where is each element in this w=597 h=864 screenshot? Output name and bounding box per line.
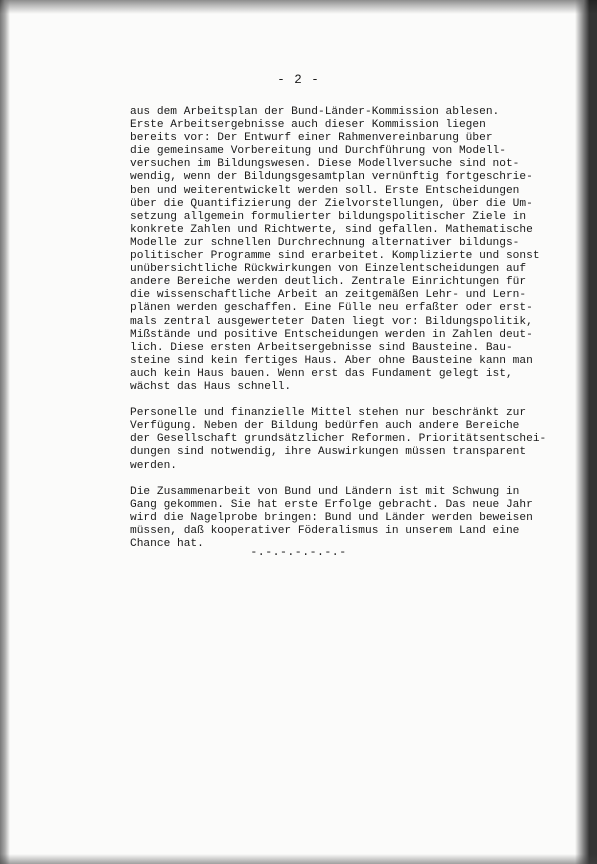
text-line: politischer Programme sind erarbeitet. Komplizierte und sonst [130, 250, 540, 263]
text-line: die gemeinsame Vorbereitung und Durchführung von Modell- [130, 145, 506, 158]
text-line: der Gesellschaft grundsätzlicher Reformen. Prioritätsentschei- [130, 433, 547, 446]
text-line: die wissenschaftliche Arbeit an zeitgemäßen Lehr- und Lern- [130, 289, 527, 302]
text-line: Mißstände und positive Entscheidungen werden in Zahlen deut- [130, 328, 533, 341]
text-line: werden. [130, 459, 177, 472]
text-line: wächst das Haus schnell. [130, 380, 292, 393]
text-line: ben und weiterentwickelt werden soll. Erste Entscheidungen [130, 184, 520, 197]
paragraph [130, 486, 540, 551]
text-line: Verfügung. Neben der Bildung bedürfen auch andere Bereiche [130, 420, 520, 433]
text-line: unübersichtliche Rückwirkungen von Einzelentscheidungen auf [130, 263, 527, 276]
text-line: plänen werden geschaffen. Eine Fülle neu erfaßter oder erst- [130, 302, 533, 315]
paragraph [130, 407, 547, 472]
scan-edge-right [575, 0, 597, 864]
text-line: über die Quantifizierung der Zielvorstellungen, über die Um- [130, 197, 533, 210]
text-line: versuchen im Bildungswesen. Diese Modellversuche sind not- [130, 158, 520, 171]
paragraph [130, 106, 540, 394]
text-line: Die Zusammenarbeit von Bund und Ländern ist mit Schwung in [130, 485, 520, 498]
text-line: mals zentral ausgewerteter Daten liegt vor: Bildungspolitik, [130, 315, 533, 328]
scan-edge-bottom [0, 854, 597, 864]
text-line: wendig, wenn der Bildungsgesamtplan vernünftig fortgeschrie- [130, 171, 533, 184]
text-line: Erste Arbeitsergebnisse auch dieser Kommission liegen [130, 119, 486, 132]
text-line: Gang gekommen. Sie hat erste Erfolge gebracht. Das neue Jahr [130, 498, 533, 511]
body-text [130, 106, 547, 564]
scan-edge-left [0, 0, 10, 864]
page-number: - 2 - [277, 73, 320, 87]
text-line: müssen, daß kooperativer Föderalismus in unserem Land eine [130, 525, 520, 537]
text-line: wird die Nagelprobe bringen: Bund und Länder werden beweisen [130, 511, 533, 524]
text-line: lich. Diese ersten Arbeitsergebnisse sind Bausteine. Bau- [130, 341, 513, 354]
scan-edge-top [0, 0, 597, 14]
text-line: Personelle und finanzielle Mittel stehen nur beschränkt zur [130, 407, 527, 420]
text-line: konkrete Zahlen und Richtwerte, sind gefallen. Mathematische [130, 223, 533, 236]
text-line: dungen sind notwendig, ihre Auswirkungen müssen transparent [130, 446, 527, 459]
text-line: Chance hat. [130, 538, 204, 551]
text-line: setzung allgemein formulierter bildungspolitischer Ziele in [130, 210, 527, 223]
text-line: andere Bereiche werden deutlich. Zentrale Einrichtungen für [130, 276, 527, 289]
end-mark: -.-.-.-.-.-.- [250, 546, 347, 559]
text-line: aus dem Arbeitsplan der Bund-Länder-Kommission ablesen. [130, 106, 500, 118]
text-line: steine sind kein fertiges Haus. Aber ohne Bausteine kann man [130, 354, 533, 367]
text-line: Modelle zur schnellen Durchrechnung alternativer bildungs- [130, 236, 520, 249]
text-line: bereits vor: Der Entwurf einer Rahmenvereinbarung über [130, 132, 493, 145]
text-line: auch kein Haus bauen. Wenn erst das Fundament gelegt ist, [130, 367, 513, 380]
